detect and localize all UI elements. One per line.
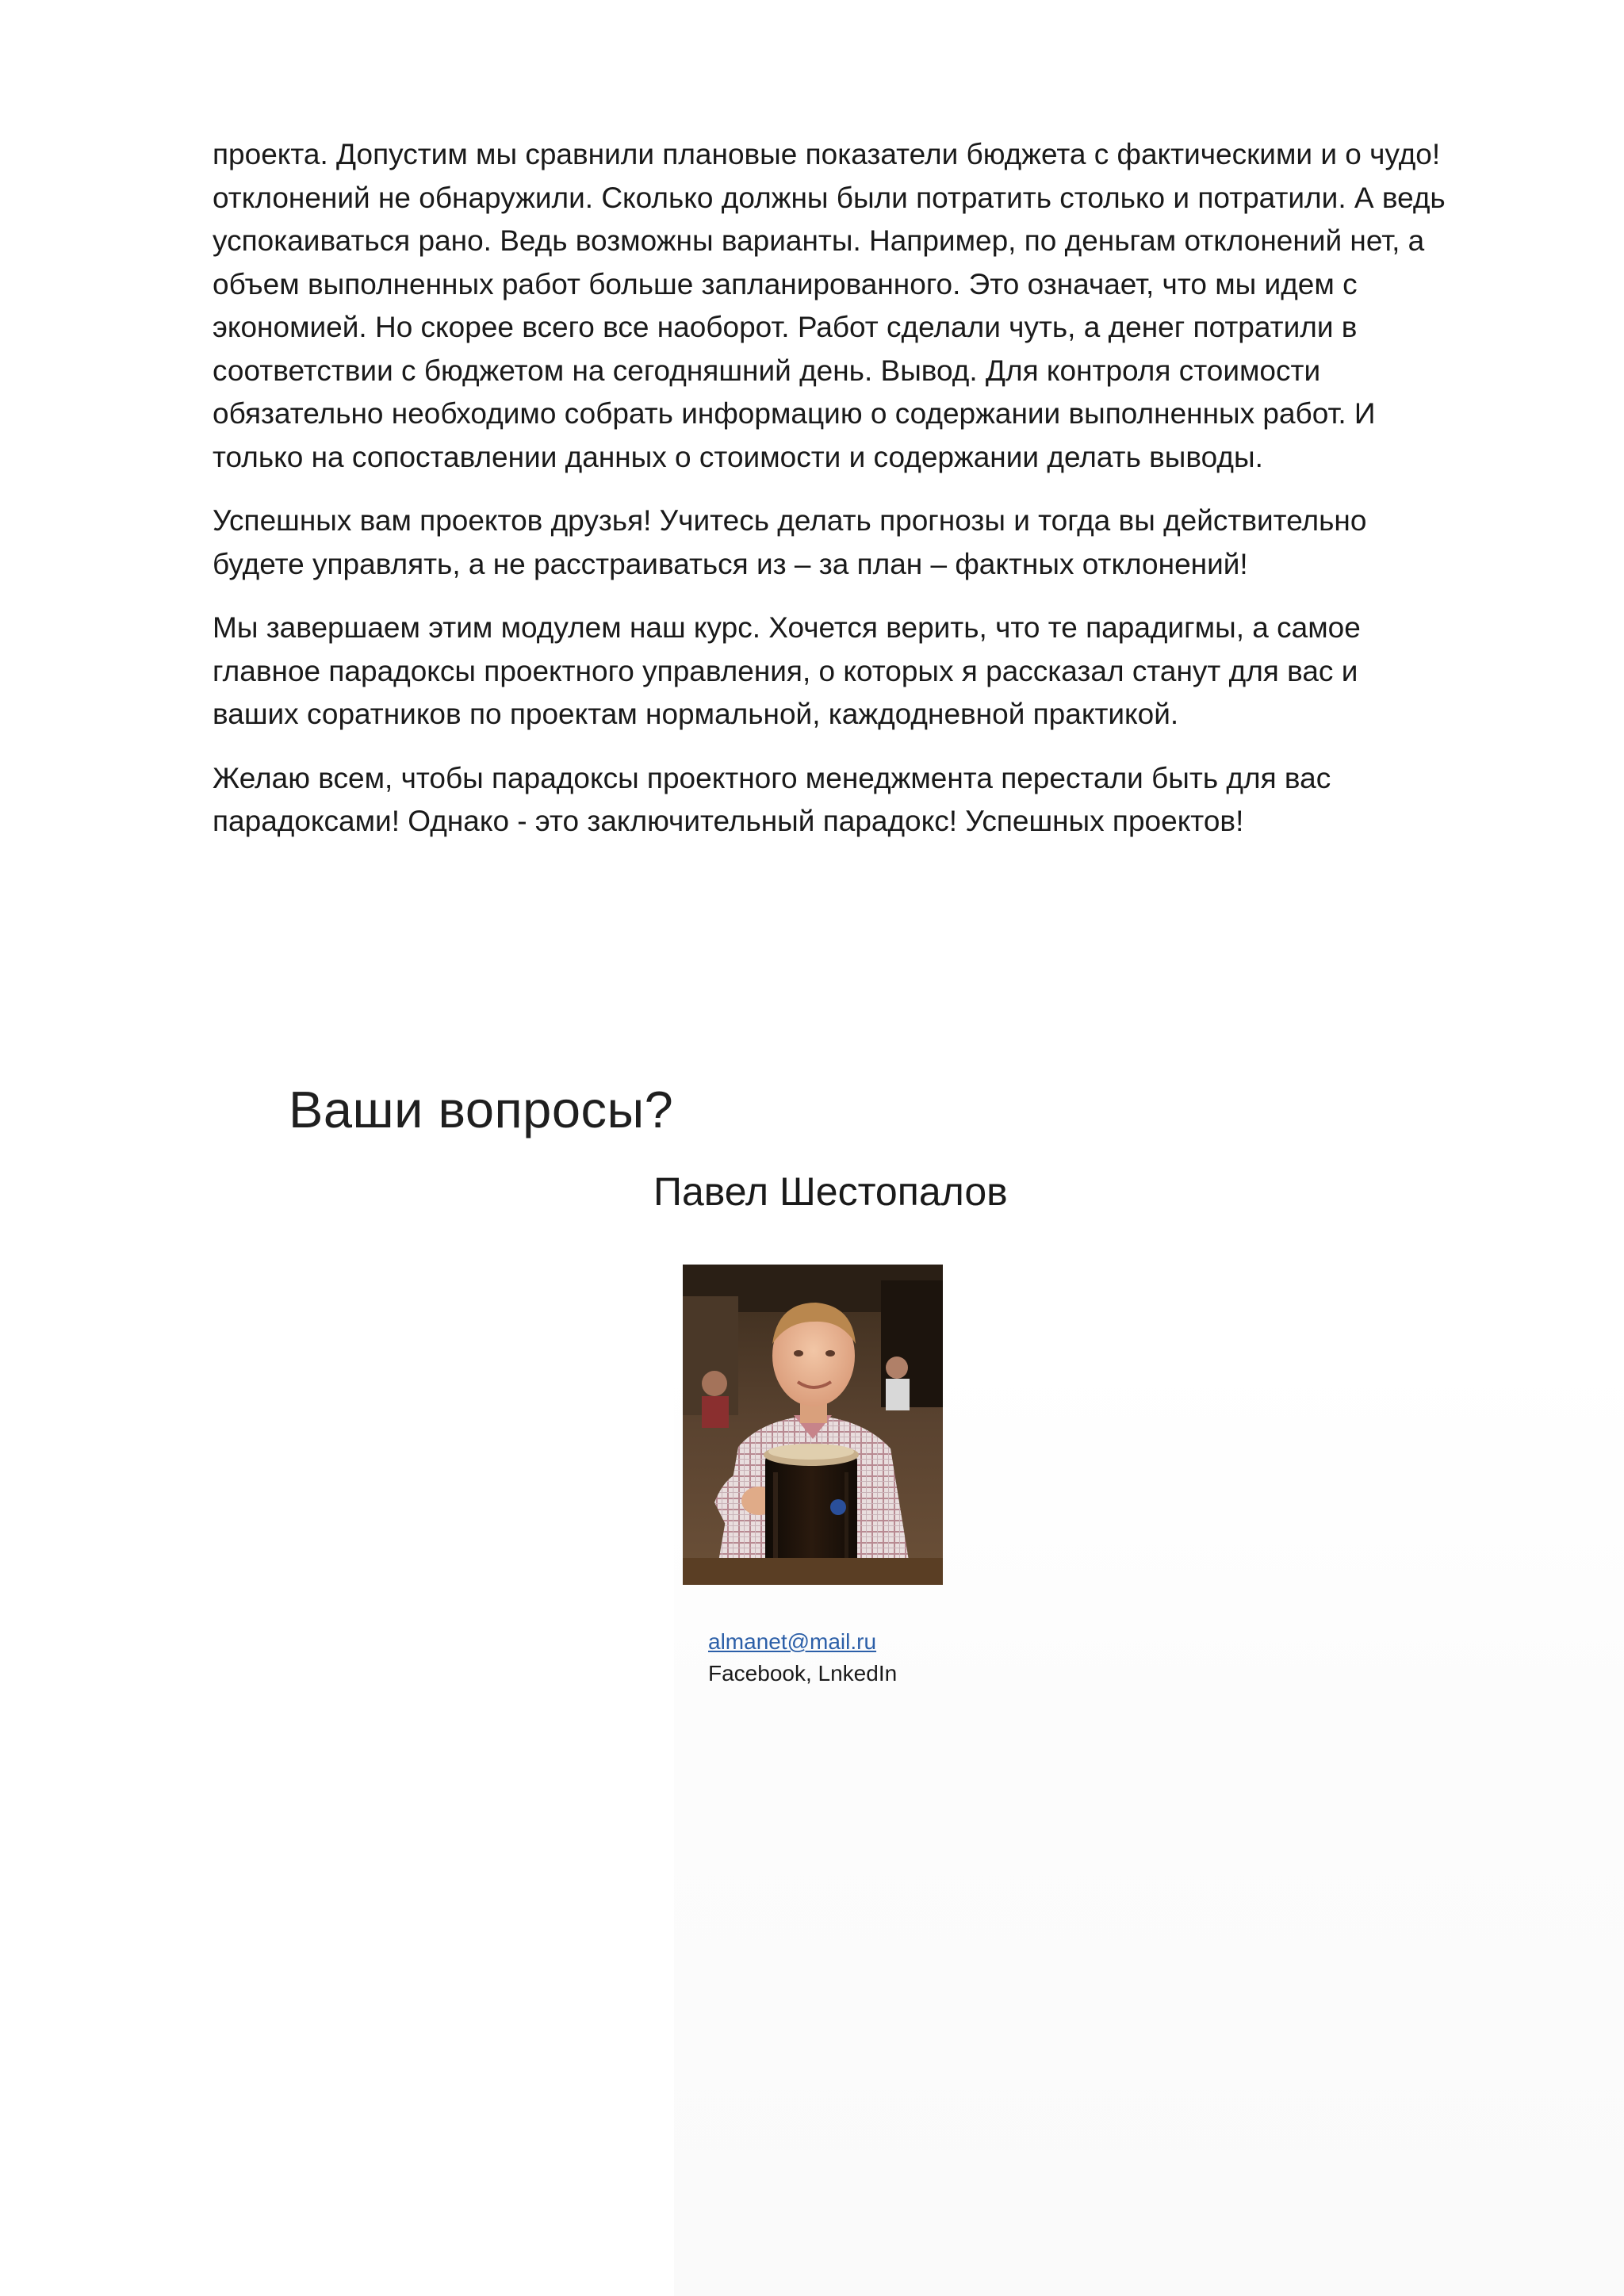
author-name: Павел Шестопалов [653,1169,1008,1214]
paragraph-budget-control: проекта. Допустим мы сравнили плановые показатели бюджета с фактическими и о чудо! отклонений не обнаружили. Сколько должны были потратить столько и потратили. А ведь успокаиваться рано. Ведь возможны варианты. Например, по деньгам отклонений нет, а объем выполненных работ больше запланированного. Это означает, что мы идем с экономией. Но скорее всего все наоборот. Работ сделали чуть, а денег потратили в соответствии с бюджетом на сегодняшний день. Вывод. Для контроля стоимости обязательно необходимо собрать информацию о содержании выполненных работ. И только на сопоставлении данных о стоимости и содержании делать выводы. [213,138,1446,473]
author-photo [683,1265,943,1585]
body-text [213,133,1450,864]
paragraph-final-paradox: Желаю всем, чтобы парадоксы проектного менеджмента перестали быть для вас парадоксами! Однако - это заключительный парадокс! Успешных проектов! [213,761,1331,837]
social-networks: Facebook, LnkedIn [708,1661,898,1686]
email-link[interactable]: almanet@mail.ru [708,1629,877,1654]
paragraph-course-end: Мы завершаем этим модулем наш курс. Хочется верить, что те парадигмы, а самое главное парадоксы проектного управления, о которых я рассказал станут для вас и ваших соратников по проектам нормальной, каждодневной практикой. [213,611,1361,730]
paragraph-wishes: Успешных вам проектов друзья! Учитесь делать прогнозы и тогда вы действительно будете управлять, а не расстраиваться из – за план – фактных отклонений! [213,504,1367,580]
author-contacts [708,1626,897,1689]
questions-heading: Ваши вопросы? [289,1081,674,1138]
